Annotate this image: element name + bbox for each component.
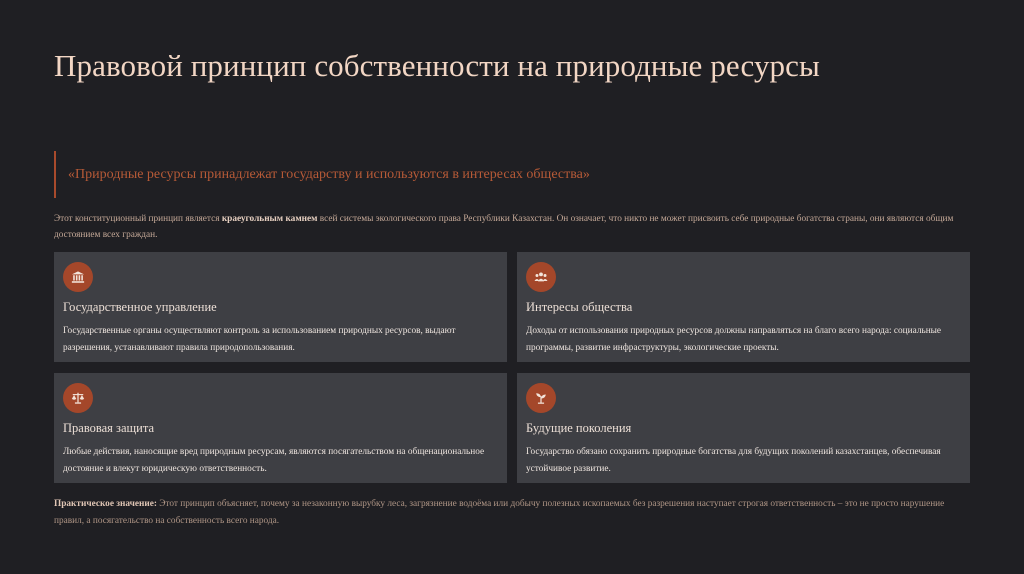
card-text: Доходы от использования природных ресурсов должны направляться на благо всего народа: социальные программы, развитие инфраструктуры, экологические проекты. (526, 326, 942, 353)
quote-text: «Природные ресурсы принадлежат государству и используются в интересах общества» (68, 167, 590, 182)
card-title: Государственное управление (63, 300, 217, 314)
card-text: Государственные органы осуществляют контроль за использованием природных ресурсов, выдают разрешения, устанавливают правила природопользования. (63, 326, 456, 353)
scales-icon (63, 383, 93, 413)
intro-text-before: Этот конституционный принцип является (54, 214, 222, 224)
practical-note-text: Этот принцип объясняет, почему за незаконную вырубку леса, загрязнение водоёма или добычу полезных ископаемых без разрешения наступает строгая ответственность – это не просто нарушение правил, а посягательство на собственность всего народа. (54, 499, 945, 526)
people-group-icon (526, 262, 556, 292)
card-legal-protection (54, 373, 507, 483)
seedling-icon (526, 383, 556, 413)
card-text: Любые действия, наносящие вред природным ресурсам, являются посягательством на общенациональное достояние и влекут юридическую ответственность. (63, 447, 485, 474)
card-title: Правовая защита (63, 421, 155, 435)
intro-paragraph (54, 211, 974, 243)
card-future-generations (517, 373, 970, 483)
card-title: Будущие поколения (526, 421, 632, 435)
card-title: Интересы общества (526, 300, 633, 314)
practical-note-label: Практическое значение: (54, 499, 157, 509)
intro-text-after: всей системы экологического права Республики Казахстан. Он означает, что никто не может присвоить себе природные богатства страны, они являются общим достоянием всех граждан. (54, 214, 954, 240)
quote-block (54, 151, 656, 198)
landmark-icon (63, 262, 93, 292)
card-text: Государство обязано сохранить природные богатства для будущих поколений казахстанцев, обеспечивая устойчивое развитие. (526, 447, 941, 474)
intro-text-bold: краеугольным камнем (221, 214, 318, 224)
practical-note (54, 496, 974, 530)
page-title: Правовой принцип собственности на природные ресурсы (54, 48, 820, 83)
card-state-management (54, 252, 507, 362)
card-public-interest (517, 252, 970, 362)
